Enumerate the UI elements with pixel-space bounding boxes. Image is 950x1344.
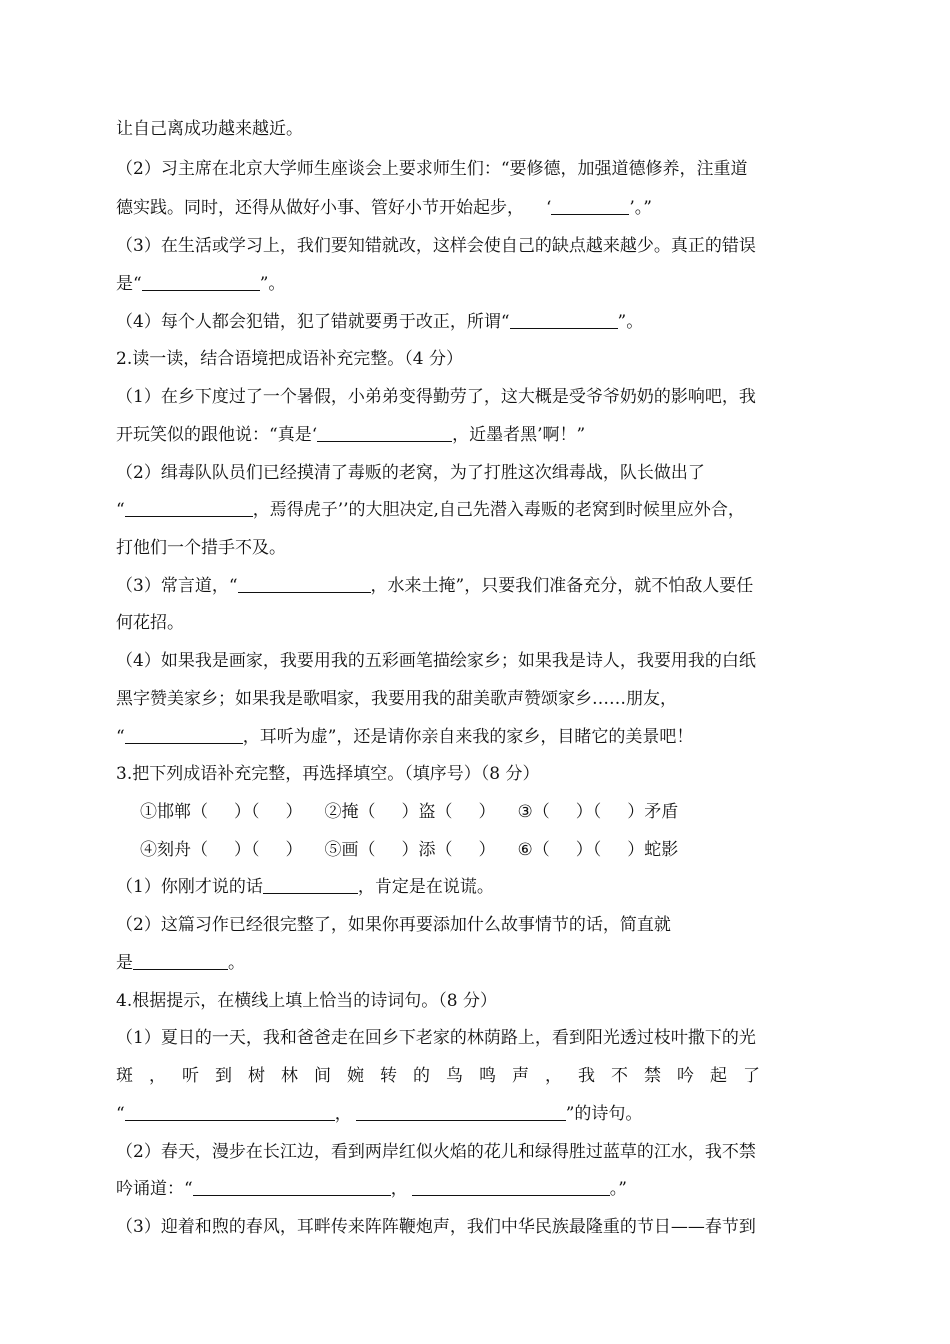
q2-title: 2.读一读，结合语境把成语补充完整。（4 分）	[116, 349, 463, 369]
idiom-part: ⑤画（	[324, 840, 376, 860]
q4-item1-line1: （1）夏日的一天，我和爸爸走在回乡下老家的林荫路上，看到阳光透过枝叶撒下的光	[116, 1028, 756, 1048]
q3-item2-end: 。	[228, 953, 245, 973]
idiom-part: ③（	[517, 802, 550, 822]
comma: ，	[334, 1104, 352, 1124]
quote-mark: ‘	[546, 198, 552, 218]
q1-item4-end: ”。	[617, 312, 644, 332]
q2-item1-end: ，近墨者黑’啊！”	[452, 425, 586, 445]
q2-item4-text: ，耳听为虚”，还是请你亲自来我的家乡，目睹它的美景吧！	[242, 727, 694, 747]
q1-item3-line2	[116, 273, 285, 295]
q1-item3-end: ”。	[259, 274, 286, 294]
idiom-part: ②掩（	[324, 802, 376, 822]
q2-item4-line3	[116, 726, 693, 748]
q4-item2-text: 吟诵道：“	[116, 1179, 193, 1199]
q2-item1-text: 开玩笑似的跟他说：“真是‘	[116, 425, 318, 445]
q3-item2-line2	[116, 952, 245, 974]
answer-blank[interactable]	[317, 424, 452, 442]
idiom-part: ）蛇影	[627, 840, 679, 860]
q2-item1-line1: （1）在乡下度过了一个暑假，小弟弟变得勤劳了，这大概是受爷爷奶奶的影响吧，我	[116, 387, 756, 407]
q4-item1-text: 斑，听到树林间婉转的鸟鸣声，我不禁吟起了	[116, 1066, 776, 1086]
idiom-part: ）矛盾	[627, 802, 679, 822]
idiom-part: ）盗（	[401, 802, 453, 822]
q2-item1-line2	[116, 424, 585, 446]
answer-blank[interactable]	[125, 499, 253, 517]
answer-blank[interactable]	[193, 1178, 391, 1196]
q2-item2-text: ，焉得虎子’’的大胆决定,自己先潜入毒贩的老窝到时候里应外合，	[252, 500, 745, 520]
idiom-part: ）	[478, 802, 496, 822]
q3-item2-text: 是	[116, 953, 133, 973]
idiom-part: ）	[285, 840, 303, 860]
idiom-part: ）	[285, 802, 303, 822]
q2-item2-line2	[116, 499, 745, 521]
q3-item1-text: （1）你刚才说的话	[116, 877, 263, 897]
q4-item2-line1: （2）春天，漫步在长江边，看到两岸红似火焰的花儿和绿得胜过蓝草的江水，我不禁	[116, 1142, 756, 1162]
text-line: 让自己离成功越来越近。	[116, 119, 303, 139]
quote-mark: “	[116, 1104, 125, 1124]
idiom-part: ）（	[234, 840, 260, 860]
q2-item4-line2: 黑字赞美家乡；如果我是歌唱家，我要用我的甜美歌声赞颂家乡……朋友，	[116, 689, 677, 709]
answer-blank[interactable]	[133, 952, 228, 970]
idiom-part: ）（	[234, 802, 260, 822]
q2-item3-text: （3）常言道，“	[116, 576, 238, 596]
q1-item2-line1: （2）习主席在北京大学师生座谈会上要求师生们：“要修德，加强道德修养，注重道	[116, 159, 748, 179]
q4-title: 4.根据提示，在横线上填上恰当的诗词句。（8 分）	[116, 991, 497, 1011]
q4-item1-line2	[116, 1065, 836, 1087]
answer-blank[interactable]	[356, 1103, 566, 1121]
q1-item4-line	[116, 311, 643, 333]
idiom-part: ①邯郸（	[140, 802, 208, 822]
quote-mark: ’。”	[629, 198, 653, 218]
q1-item3-line1: （3）在生活或学习上，我们要知错就改，这样会使自己的缺点越来越少。真正的错误	[116, 236, 756, 256]
q2-item4-line1: （4）如果我是画家，我要用我的五彩画笔描绘家乡；如果我是诗人，我要用我的白纸	[116, 651, 756, 671]
q1-item3-text: 是“	[116, 274, 142, 294]
answer-blank[interactable]	[412, 1178, 610, 1196]
q1-item2-text: 德实践。同时，还得从做好小事、管好小节开始起步，	[116, 198, 524, 218]
q2-item2-line3: 打他们一个措手不及。	[116, 538, 286, 558]
q3-title: 3.把下列成语补充完整，再选择填空。（填序号）（8 分）	[116, 764, 540, 784]
q4-item3-line1: （3）迎着和煦的春风，耳畔传来阵阵鞭炮声，我们中华民族最隆重的节日——春节到	[116, 1217, 756, 1237]
idiom-part: ⑥（	[517, 840, 550, 860]
quote-mark: “	[116, 727, 125, 747]
idiom-part: ）（	[575, 802, 602, 822]
q3-idiom-row2	[140, 839, 678, 861]
q4-item1-line3	[116, 1103, 642, 1125]
q2-item3-line1	[116, 575, 753, 597]
q3-item1-end: ，肯定是在说谎。	[357, 877, 494, 897]
answer-blank[interactable]	[510, 311, 618, 329]
answer-blank[interactable]	[125, 1103, 335, 1121]
quote-mark: “	[116, 500, 125, 520]
idiom-part: ④刻舟（	[140, 840, 208, 860]
q4-item2-line2	[116, 1178, 627, 1200]
answer-blank[interactable]	[263, 876, 358, 894]
answer-blank[interactable]	[142, 273, 260, 291]
q2-item2-line1: （2）缉毒队队员们已经摸清了毒贩的老窝，为了打胜这次缉毒战，队长做出了	[116, 463, 705, 483]
q3-item1-line	[116, 876, 494, 898]
q4-item1-end: ”的诗句。	[565, 1104, 643, 1124]
q2-item3-text2: ，水来土掩”，只要我们准备充分，就不怕敌人要任	[370, 576, 754, 596]
answer-blank[interactable]	[125, 726, 243, 744]
idiom-part: ）添（	[401, 840, 453, 860]
q1-item4-text: （4）每个人都会犯错，犯了错就要勇于改正，所谓“	[116, 312, 510, 332]
answer-blank[interactable]	[551, 197, 629, 215]
idiom-part: ）	[478, 840, 496, 860]
q2-item3-line2: 何花招。	[116, 613, 184, 633]
q4-item2-end: 。”	[609, 1179, 627, 1199]
q3-item2-line1: （2）这篇习作已经很完整了，如果你再要添加什么故事情节的话，简直就	[116, 915, 671, 935]
q3-idiom-row1	[140, 801, 678, 823]
comma: ，	[390, 1179, 408, 1199]
answer-blank[interactable]	[238, 575, 371, 593]
q1-item2-line2	[116, 197, 652, 219]
idiom-part: ）（	[575, 840, 602, 860]
